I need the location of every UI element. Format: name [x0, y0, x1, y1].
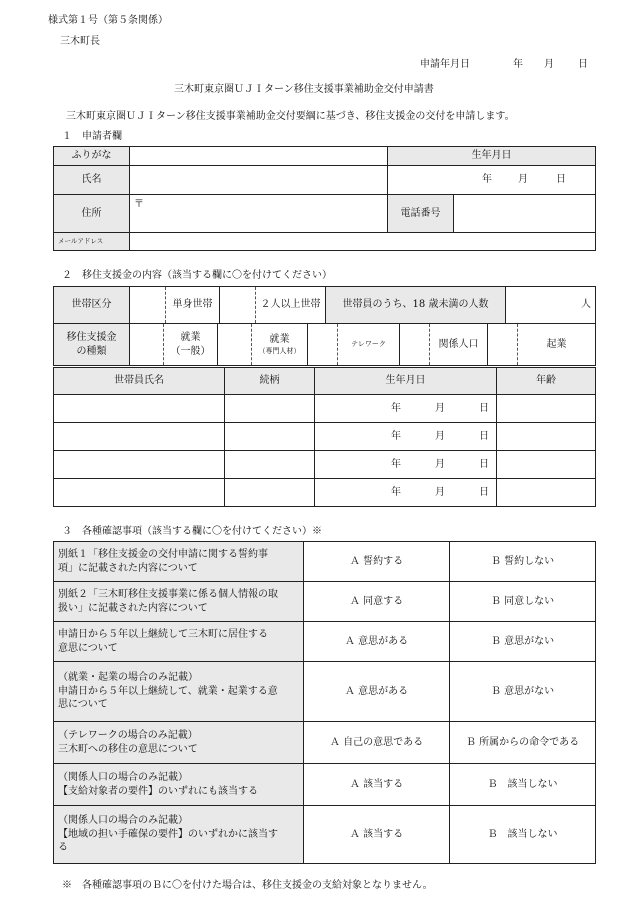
address-field[interactable]	[130, 195, 388, 233]
support-kind-table	[53, 323, 596, 366]
email-field[interactable]	[130, 233, 596, 251]
multi-mark-cell[interactable]	[220, 287, 256, 324]
member-name-field[interactable]	[54, 451, 225, 479]
application-date-year: 年	[513, 59, 523, 70]
startup-mark-cell[interactable]	[488, 324, 518, 366]
option-b-cell[interactable]: Ｂ 意思がない	[450, 662, 596, 722]
birth-year-unit: 年	[482, 174, 492, 185]
confirmation-item	[54, 542, 304, 582]
member-name-field[interactable]	[54, 423, 225, 451]
related-population: 関係人口	[430, 324, 488, 366]
household-type-label: 世帯区分	[54, 287, 130, 324]
single-mark-cell[interactable]	[130, 287, 166, 324]
confirmation-item-line1: （テレワークの場合のみ記載）	[58, 730, 198, 741]
section2-heading: ２ 移住支援金の内容（該当する欄に〇を付けてください）	[62, 270, 332, 281]
option-a-cell[interactable]: Ａ 該当する	[304, 806, 450, 864]
member-birthdate-field[interactable]	[315, 479, 497, 507]
option-b-cell[interactable]: Ｂ 同意しない	[450, 582, 596, 622]
email-label: メールアドレス	[54, 233, 130, 251]
applicant-table	[53, 146, 596, 251]
confirmation-item-line1: 別紙２「三木町移住支援事業に係る個人情報の取	[58, 589, 278, 600]
employment-expert-title: 就業	[269, 334, 290, 346]
support-kind-label-line2: の種類	[76, 345, 107, 357]
member-birth-month-unit: 月	[435, 459, 445, 470]
member-relation-field[interactable]	[225, 423, 315, 451]
employment-expert-sub: （専門人材）	[258, 346, 301, 355]
intro-text: 三木町東京圏ＵＪＩターン移住支援事業補助金交付要綱に基づき、移住支援金の交付を申請します。	[66, 111, 515, 122]
confirmation-item-line1: （関係人口の場合のみ記載）	[58, 815, 188, 827]
option-b-cell[interactable]: Ｂ 所属からの命令である	[450, 722, 596, 764]
confirmation-item	[54, 582, 304, 622]
member-birth-month-unit: 月	[435, 487, 445, 498]
member-age-field[interactable]	[497, 479, 596, 507]
confirmation-item-line1: （関係人口の場合のみ記載）	[58, 772, 188, 783]
member-name-field[interactable]	[54, 395, 225, 423]
employment-general-mark-cell[interactable]	[130, 324, 164, 366]
under18-count-field[interactable]	[506, 287, 596, 324]
footnote: ※ 各種確認事項のＢに〇を付けた場合は、移住支援金の支給対象となりません。	[62, 880, 433, 891]
section1-heading: １ 申請者欄	[62, 131, 122, 142]
member-relation-field[interactable]	[225, 451, 315, 479]
confirmation-item-line3: る	[58, 842, 68, 854]
employment-expert	[252, 324, 308, 366]
member-birthdate-field[interactable]	[315, 451, 497, 479]
employment-general-title: 就業	[180, 332, 201, 343]
option-a-cell[interactable]: Ａ 同意する	[304, 582, 450, 622]
age-header: 年齢	[497, 368, 596, 395]
form-title: 三木町東京圏ＵＪＩターン移住支援事業補助金交付申請書	[174, 84, 434, 95]
employment-expert-mark-cell[interactable]	[218, 324, 252, 366]
addressee: 三木町長	[60, 36, 100, 47]
birthdate-field[interactable]	[388, 166, 596, 195]
confirmation-item-line2: 三木町への移住の意思について	[58, 743, 198, 755]
option-a-cell[interactable]: Ａ 自己の意思である	[304, 722, 450, 764]
birth-day-unit: 日	[556, 174, 566, 185]
confirmation-item-line2: 意思について	[58, 642, 118, 654]
support-type-table	[53, 286, 596, 324]
confirmation-item	[54, 806, 304, 864]
confirmation-item-line1: 別紙１「移住支援金の交付申請に関する誓約事	[58, 549, 268, 560]
birth-month-unit: 月	[518, 174, 528, 185]
confirmation-item	[54, 722, 304, 764]
employment-general-sub: （一般）	[170, 345, 211, 357]
support-kind-label-line1: 移住支援金	[66, 332, 117, 343]
member-birthdate-field[interactable]	[315, 395, 497, 423]
member-birth-day-unit: 日	[479, 403, 489, 414]
section3-heading: ３ 各種確認事項（該当する欄に〇を付けてください）※	[62, 526, 322, 537]
member-name-header: 世帯員氏名	[54, 368, 225, 395]
member-relation-field[interactable]	[225, 395, 315, 423]
option-b-cell[interactable]: Ｂ 該当しない	[450, 764, 596, 806]
application-date-day: 日	[578, 59, 588, 70]
postal-mark: 〒	[134, 199, 144, 210]
option-b-cell[interactable]: Ｂ 該当しない	[450, 806, 596, 864]
confirmation-item-line1: 申請日から５年以上継続して三木町に居住する	[58, 629, 268, 640]
phone-field[interactable]	[454, 195, 596, 233]
confirmation-item	[54, 764, 304, 806]
member-birth-day-unit: 日	[479, 459, 489, 470]
furigana-label: ふりがな	[54, 147, 130, 166]
member-birthdate-header: 生年月日	[315, 368, 497, 395]
form-number: 様式第１号（第５条関係）	[48, 15, 168, 26]
member-relation-field[interactable]	[225, 479, 315, 507]
name-label: 氏名	[54, 166, 130, 195]
confirmation-item-line2: 【地域の担い手確保の要件】のいずれかに該当す	[58, 828, 278, 840]
confirmation-item-line3: 思について	[58, 699, 108, 711]
member-birth-year-unit: 年	[391, 431, 401, 442]
address-label: 住所	[54, 195, 130, 233]
confirmation-item-line1: （就業・起業の場合のみ記載）	[58, 672, 198, 684]
confirmation-item	[54, 662, 304, 722]
under18-label: 世帯員のうち、18 歳未満の人数	[326, 287, 506, 324]
name-field[interactable]	[130, 166, 388, 195]
birthdate-header: 生年月日	[388, 147, 596, 166]
confirmation-item-line2: 扱い」に記載された内容について	[58, 602, 208, 614]
phone-label: 電話番号	[388, 195, 454, 233]
member-birthdate-field[interactable]	[315, 423, 497, 451]
member-birth-month-unit: 月	[435, 403, 445, 414]
confirmation-item-line2: 申請日から５年以上継続して、就業・起業する意	[58, 685, 278, 697]
member-birth-month-unit: 月	[435, 431, 445, 442]
support-kind-label	[54, 324, 130, 366]
furigana-field[interactable]	[130, 147, 388, 166]
member-age-field[interactable]	[497, 451, 596, 479]
startup: 起業	[518, 324, 596, 366]
related-population-mark-cell[interactable]	[400, 324, 430, 366]
option-b-cell[interactable]: Ｂ 意思がない	[450, 622, 596, 662]
member-birth-year-unit: 年	[391, 459, 401, 470]
option-a-cell[interactable]: Ａ 該当する	[304, 764, 450, 806]
application-date-month: 月	[544, 59, 554, 70]
telework-mark-cell[interactable]	[308, 324, 338, 366]
confirmation-item-line2: 項」に記載された内容について	[58, 562, 198, 574]
person-unit: 人	[581, 299, 591, 311]
member-age-field[interactable]	[497, 423, 596, 451]
member-name-field[interactable]	[54, 479, 225, 507]
option-a-cell[interactable]: Ａ 意思がある	[304, 622, 450, 662]
relation-header: 続柄	[225, 368, 315, 395]
employment-general	[164, 324, 218, 366]
member-birth-year-unit: 年	[391, 403, 401, 414]
member-birth-day-unit: 日	[479, 487, 489, 498]
member-birth-year-unit: 年	[391, 487, 401, 498]
confirmation-item	[54, 622, 304, 662]
confirmation-table	[53, 541, 596, 864]
member-birth-day-unit: 日	[479, 431, 489, 442]
application-date-label: 申請年月日	[420, 59, 470, 70]
single-household: 単身世帯	[166, 287, 220, 324]
option-a-cell[interactable]: Ａ 誓約する	[304, 542, 450, 582]
member-age-field[interactable]	[497, 395, 596, 423]
household-members-table	[53, 367, 596, 507]
option-a-cell[interactable]: Ａ 意思がある	[304, 662, 450, 722]
telework: テレワーク	[338, 324, 400, 366]
confirmation-item-line2: 【支給対象者の要件】のいずれにも該当する	[58, 785, 258, 797]
option-b-cell[interactable]: Ｂ 誓約しない	[450, 542, 596, 582]
multi-household: ２人以上世帯	[256, 287, 326, 324]
